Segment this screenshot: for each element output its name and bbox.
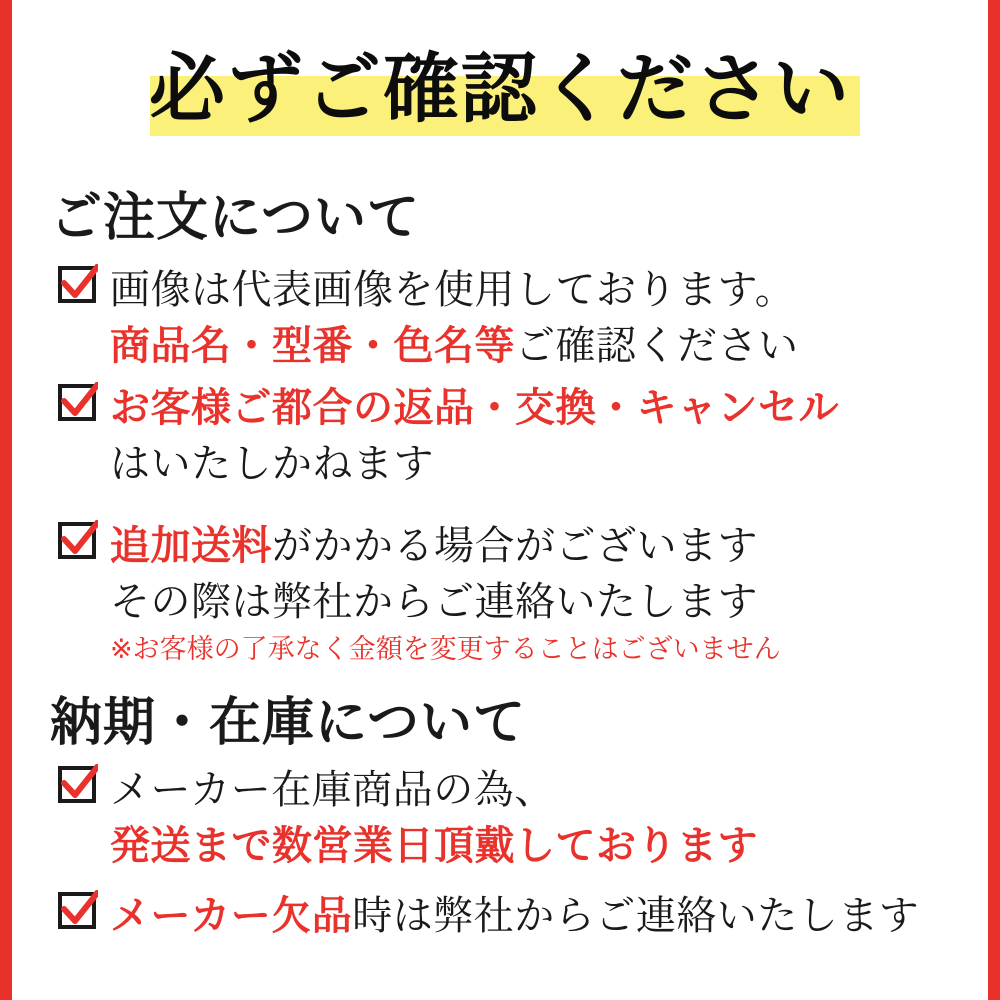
list-item — [58, 888, 968, 944]
list-item — [58, 380, 968, 492]
list-item — [58, 262, 968, 374]
list-item-line-suffix: 時は弊社からご連絡いたします — [352, 893, 920, 939]
list-item-text — [110, 888, 968, 944]
list-item-text — [110, 380, 968, 492]
list-item-line: お客様ご都合の返品・交換・キャンセル — [110, 385, 839, 431]
list-item-line: メーカー在庫商品の為、 — [110, 767, 555, 813]
list-item-line: 画像は代表画像を使用しております。 — [110, 267, 796, 313]
right-red-bar — [988, 0, 1000, 1000]
emphasis-text: 商品名・型番・色名等 — [110, 323, 515, 369]
emphasis-text: メーカー欠品 — [110, 893, 353, 939]
checkbox-checked-icon — [58, 520, 98, 560]
section-heading-order: ご注文について — [50, 188, 420, 248]
section-heading-delivery: 納期・在庫について — [50, 693, 526, 753]
page-title-text: 必ずご確認ください — [149, 44, 851, 133]
left-red-bar — [0, 0, 12, 1000]
checkbox-checked-icon — [58, 890, 98, 930]
checkbox-checked-icon — [58, 764, 98, 804]
list-item-line — [110, 518, 968, 574]
notice-content — [12, 0, 988, 1000]
list-item-line: はいたしかねます — [110, 441, 434, 487]
page-title — [12, 34, 988, 144]
list-item-text — [110, 262, 968, 374]
checkbox-checked-icon — [58, 264, 98, 304]
list-item-text — [110, 762, 968, 874]
list-item-line: 発送まで数営業日頂戴しております — [110, 823, 758, 869]
list-item-line: その際は弊社からご連絡いたします — [110, 579, 758, 625]
list-item-text — [110, 518, 968, 670]
emphasis-text: 追加送料 — [110, 523, 272, 569]
list-item — [58, 518, 968, 670]
list-item-note: ※お客様の了承なく金額を変更することはございません — [110, 634, 781, 665]
list-item-line — [110, 888, 968, 944]
list-item — [58, 762, 968, 874]
list-item-line — [110, 318, 968, 374]
list-item-line-suffix: がかかる場合がございます — [272, 523, 758, 569]
list-item-line-suffix: ご確認ください — [515, 323, 799, 369]
checkbox-checked-icon — [58, 382, 98, 422]
